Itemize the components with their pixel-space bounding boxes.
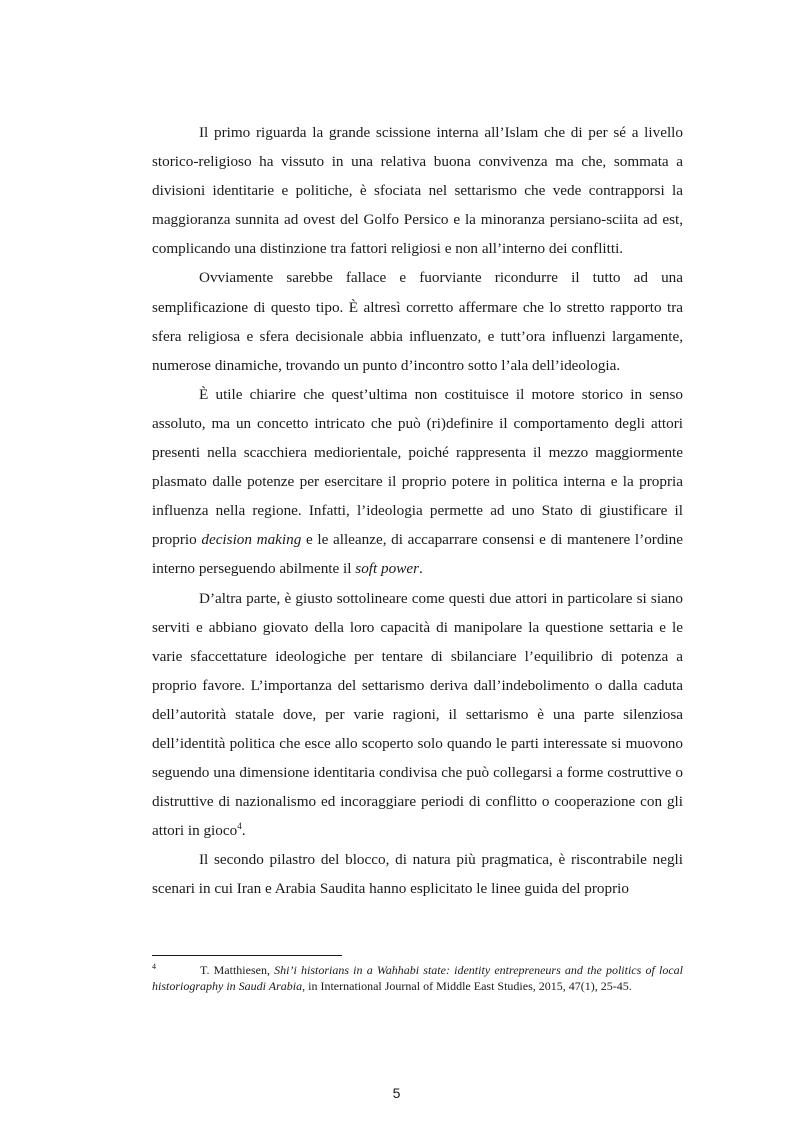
paragraph bbox=[152, 584, 683, 846]
text-run: . bbox=[419, 560, 423, 578]
footnote-rest: , in International Journal of Middle East Studies, 2015, 47(1), 25-45. bbox=[302, 978, 632, 993]
text-run: Il secondo pilastro del blocco, di natura più pragmatica, è riscontrabile negli scenari in cui Iran e Arabia Saudita hanno esplicitato le linee guida del proprio bbox=[152, 851, 683, 898]
footnote-separator bbox=[152, 955, 342, 956]
paragraph bbox=[152, 845, 683, 903]
paragraph bbox=[152, 380, 683, 584]
body-text bbox=[152, 118, 683, 904]
text-run: È utile chiarire che quest’ultima non costituisce il motore storico in senso assoluto, ma un concetto intricato che può (ri)definire il comportamento degli attori presenti nella scacchiera mediorientale, poiché rappresenta il mezzo maggiormente plasmato dalle potenze per esercitare il proprio potere in politica interna e la propria influenza nella regione. Infatti, l’ideologia permette ad uno Stato di giustificare il proprio bbox=[152, 385, 683, 549]
paragraph bbox=[152, 118, 683, 263]
paragraph bbox=[152, 263, 683, 379]
footnote-ref: 4 bbox=[237, 821, 242, 832]
text-run: e le alleanze, di accaparrare consensi e di mantenere l’ordine interno perseguendo abilmente il bbox=[152, 531, 683, 578]
footnote-author: T. Matthiesen, bbox=[200, 963, 275, 977]
text-run: Ovviamente sarebbe fallace e fuorviante ricondurre il tutto ad una semplificazione di questo tipo. È altresì corretto affermare che lo stretto rapporto tra sfera religiosa e sfera decisionale abbia influenzato, e tutt’ora influenzi largamente, numerose dinamiche, trovando un punto d’incontro sotto l’ala dell’ideologia. bbox=[152, 269, 683, 374]
page-number: 5 bbox=[392, 1085, 401, 1101]
text-run: D’altra parte, è giusto sottolineare come questi due attori in particolare si siano serviti e abbiano giovato della loro capacità di manipolare la questione settaria e le varie sfaccettature ideologiche per tentare di sbilanciare l’equilibrio di potenza a proprio favore. L’importanza del settarismo deriva dall’indebolimento o dalla caduta dell’autorità statale dove, per varie ragioni, il settarismo è una parte silenziosa dell’identità politica che esce allo scoperto solo quando le parti interessate si muovono seguendo una dimensione identitaria condivisa che può collegarsi a forme costruttive o distruttive di nazionalismo ed incoraggiare periodi di conflitto o cooperazione con gli attori in gioco bbox=[152, 589, 683, 840]
text-run: . bbox=[241, 822, 246, 840]
footnote: 4 T. Matthiesen, Shi’i historians in a Wahhabi state: identity entrepreneurs and the politics of local historiography in Saudi Arabia, in International Journal of Middle East Studies, 2015, 47(1), 25-45. bbox=[152, 962, 683, 993]
footnote-title: Shi’i historians in a Wahhabi state: identity entrepreneurs and the politics of local historiography in Saudi Arabia bbox=[152, 963, 683, 993]
italic-term: decision making bbox=[201, 531, 302, 549]
text-run: Il primo riguarda la grande scissione interna all’Islam che di per sé a livello storico-religioso ha vissuto in una relativa buona convivenza ma che, sommata a divisioni identitarie e politiche, è sfociata nel settarismo che vede contrapporsi la maggioranza sunnita ad ovest del Golfo Persico e la minoranza persiano-sciita ad est, complicando una distinzione tra fattori religiosi e non all’interno dei conflitti. bbox=[152, 124, 683, 258]
italic-term: soft power bbox=[355, 560, 419, 578]
